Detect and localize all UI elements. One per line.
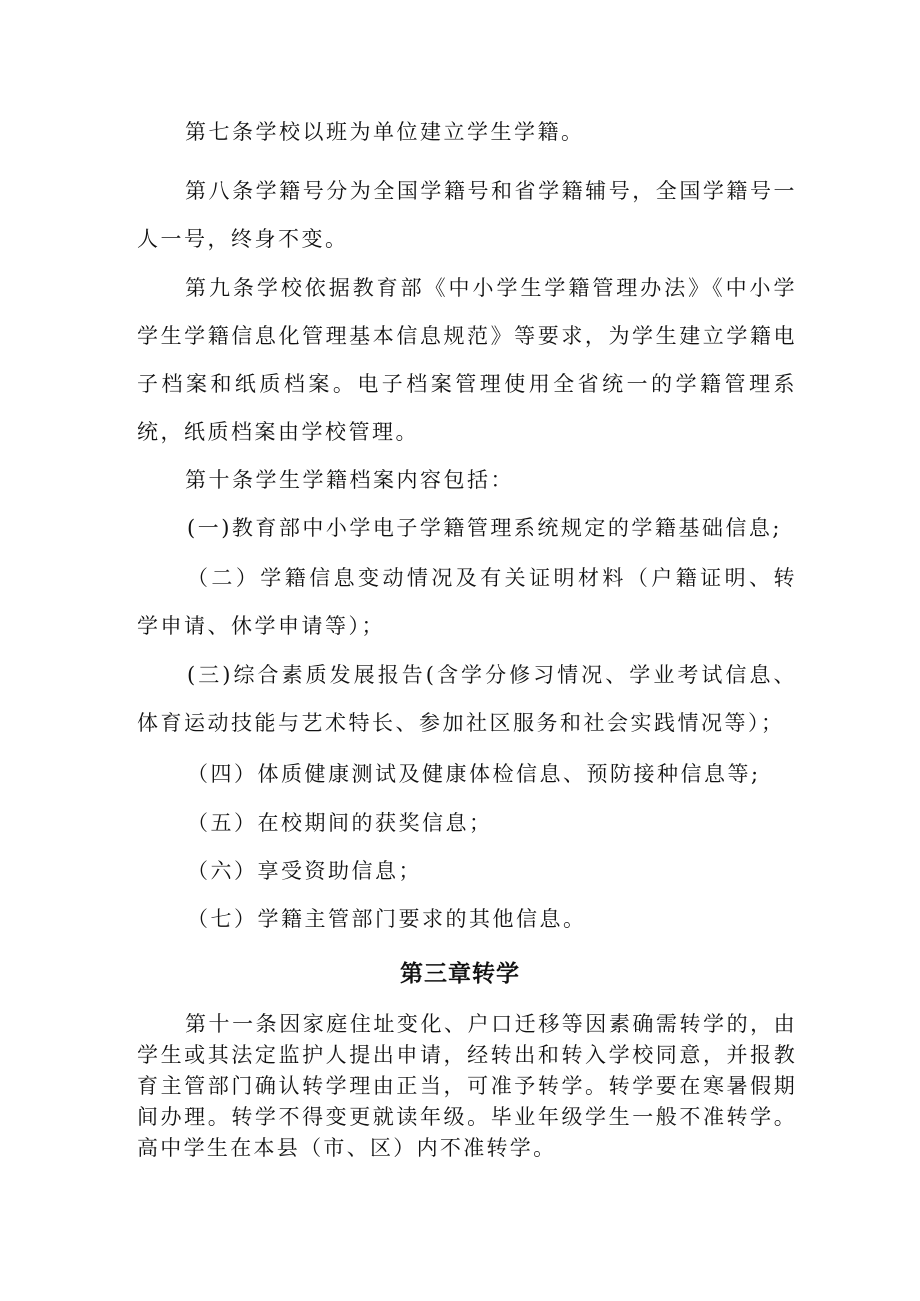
list-item-5: （五）在校期间的获奖信息； <box>187 811 493 835</box>
list-item-7: （七）学籍主管部门要求的其他信息。 <box>187 907 587 931</box>
chapter-title: 第三章转学 <box>400 961 520 987</box>
article-11: 第十一条因家庭住址变化、户口迁移等因素确需转学的，由学生或其法定监护人提出申请，经转出和转入学校同意，并报教育主管部门确认转学理由正当，可准予转学。转学要在寒暑假期间办理。转学不得变更就读年级。毕业年级学生一般不准转学。高中学生在本县（市、区）内不准转学。 <box>137 1012 797 1160</box>
article-8: 第八条学籍号分为全国学籍号和省学籍辅号，全国学籍号一人一号，终身不变。 <box>137 179 797 251</box>
article-9: 第九条学校依据教育部《中小学生学籍管理办法》《中小学学生学籍信息化管理基本信息规范》等要求，为学生建立学籍电子档案和纸质档案。电子档案管理使用全省统一的学籍管理系统，纸质档案由学校管理。 <box>137 276 797 444</box>
list-item-3: (三)综合素质发展报告(含学分修习情况、学业考试信息、体育运动技能与艺术特长、参加社区服务和社会实践情况等）； <box>137 663 797 735</box>
list-item-4: （四）体质健康测试及健康体检信息、预防接种信息等; <box>187 762 761 786</box>
list-item-1: (一)教育部中小学电子学籍管理系统规定的学籍基础信息; <box>187 516 782 540</box>
list-item-2: （二）学籍信息变动情况及有关证明材料（户籍证明、转学申请、休学申请等）； <box>137 566 797 638</box>
article-10: 第十条学生学籍档案内容包括： <box>185 468 514 492</box>
list-item-6: （六）享受资助信息； <box>187 859 422 883</box>
article-7: 第七条学校以班为单位建立学生学籍。 <box>185 120 585 144</box>
